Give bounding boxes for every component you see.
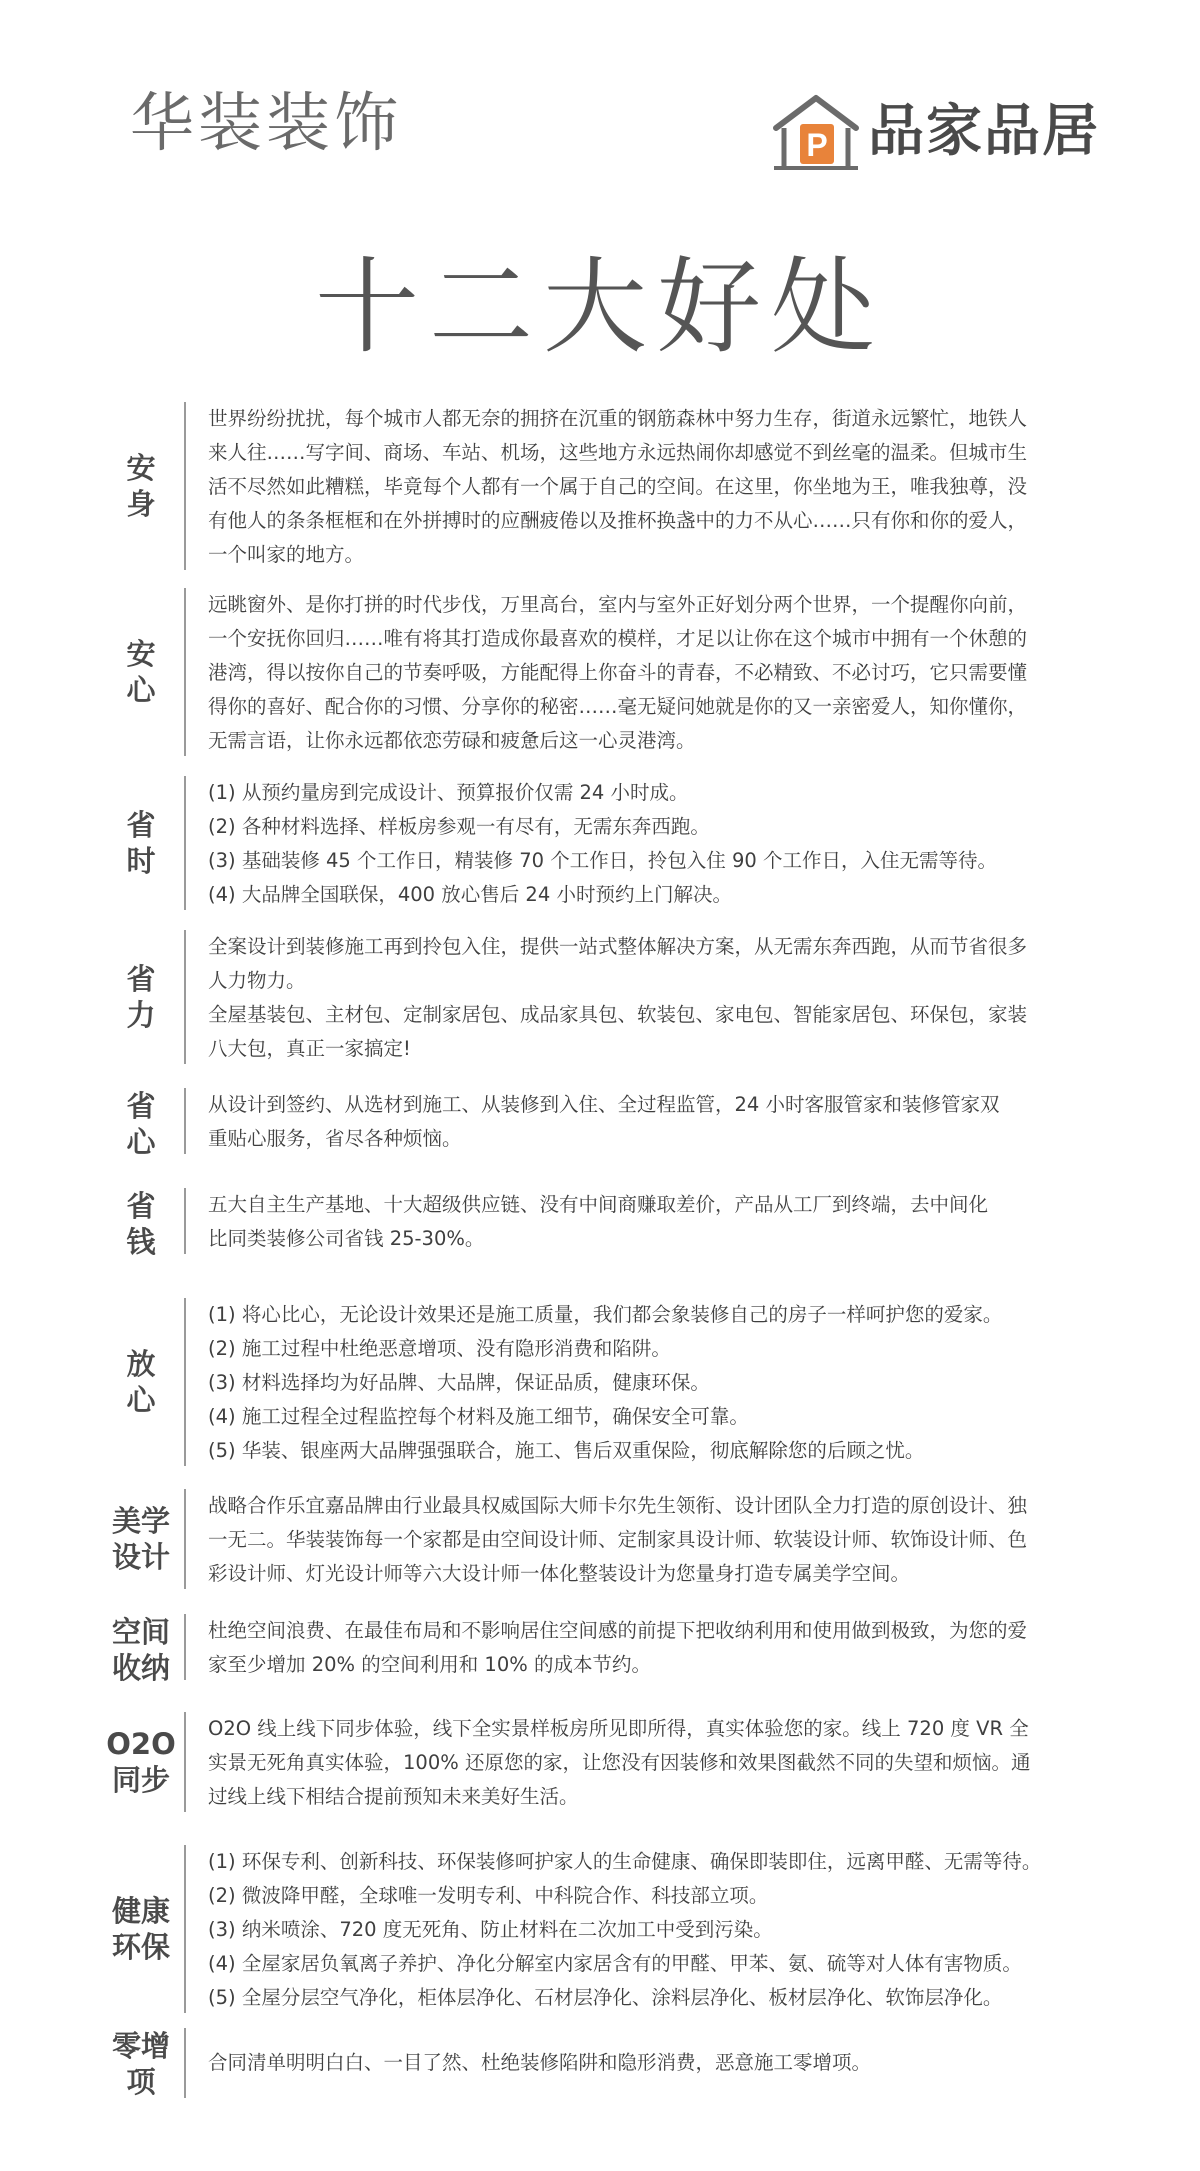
section-divider bbox=[184, 1298, 186, 1466]
section-label-line: 环保 bbox=[111, 1930, 170, 1964]
section-label-line: 美学 bbox=[111, 1504, 170, 1538]
benefit-section bbox=[0, 930, 1200, 1064]
section-body-line: 杜绝空间浪费、在最佳布局和不影响居住空间感的前提下把收纳利用和使用做到极致，为您的爱 bbox=[208, 1619, 1028, 1642]
section-label-line: 身 bbox=[126, 487, 156, 521]
section-label bbox=[96, 1614, 186, 1686]
section-label-line: 时 bbox=[126, 844, 156, 878]
section-label bbox=[96, 1893, 186, 1965]
section-body bbox=[208, 402, 1088, 572]
section-label-line: O2O bbox=[106, 1727, 176, 1761]
section-label-line: 心 bbox=[126, 1383, 156, 1417]
section-body-line: 人力物力。 bbox=[208, 969, 306, 992]
section-body bbox=[208, 1712, 1088, 1814]
section-label-line: 心 bbox=[126, 1125, 156, 1159]
section-label bbox=[96, 1088, 186, 1160]
benefit-section bbox=[0, 588, 1200, 756]
section-label bbox=[96, 2028, 186, 2100]
section-body bbox=[208, 776, 1088, 912]
section-body bbox=[208, 1489, 1088, 1591]
section-body-line: (3) 基础装修 45 个工作日，精装修 70 个工作日，拎包入住 90 个工作日，入住无需等待。 bbox=[208, 849, 997, 872]
section-body-line: 一个叫家的地方。 bbox=[208, 543, 365, 566]
section-label-line: 项 bbox=[126, 2065, 156, 2099]
section-label-line: 健康 bbox=[111, 1894, 170, 1928]
house-logo-icon bbox=[770, 92, 862, 172]
section-body-line: (2) 各种材料选择、样板房参观一有尽有，无需东奔西跑。 bbox=[208, 815, 710, 838]
section-body-line: 来人往……写字间、商场、车站、机场，这些地方永远热闹你却感觉不到丝毫的温柔。但城市生 bbox=[208, 441, 1028, 464]
section-divider bbox=[184, 1489, 186, 1589]
section-label bbox=[96, 1726, 186, 1798]
section-body-line: (1) 环保专利、创新科技、环保装修呵护家人的生命健康、确保即装即住，远离甲醛、无需等待。 bbox=[208, 1850, 1042, 1873]
section-body-line: 得你的喜好、配合你的习惯、分享你的秘密……毫无疑问她就是你的又一亲密爱人，知你懂你， bbox=[208, 695, 1028, 718]
section-body-line: 八大包，真正一家搞定! bbox=[208, 1037, 411, 1060]
section-body-line: 远眺窗外、是你打拼的时代步伐，万里高台，室内与室外正好划分两个世界，一个提醒你向前， bbox=[208, 593, 1028, 616]
brand-right-text: 品家品居 bbox=[868, 99, 1100, 164]
section-body-line: 过线上线下相结合提前预知未来美好生活。 bbox=[208, 1785, 579, 1808]
section-body-line: 重贴心服务，省尽各种烦恼。 bbox=[208, 1127, 462, 1150]
section-label-line: 省 bbox=[126, 962, 156, 996]
section-label-line: 同步 bbox=[111, 1763, 170, 1797]
section-divider bbox=[184, 776, 186, 910]
section-body bbox=[208, 1845, 1088, 2015]
section-label bbox=[96, 807, 186, 879]
section-divider bbox=[184, 588, 186, 756]
section-body-line: (4) 大品牌全国联保，400 放心售后 24 小时预约上门解决。 bbox=[208, 883, 732, 906]
section-label-line: 省 bbox=[126, 808, 156, 842]
section-body-line: 一无二。华装装饰每一个家都是由空间设计师、定制家具设计师、软装设计师、软饰设计师、色 bbox=[208, 1528, 1028, 1551]
section-divider bbox=[184, 402, 186, 570]
section-body-line: (5) 全屋分层空气净化，柜体层净化、石材层净化、涂料层净化、板材层净化、软饰层净化。 bbox=[208, 1986, 1003, 2009]
section-body-line: 家至少增加 20% 的空间利用和 10% 的成本节约。 bbox=[208, 1653, 651, 1676]
section-body-line: 世界纷纷扰扰，每个城市人都无奈的拥挤在沉重的钢筋森林中努力生存，街道永远繁忙，地铁人 bbox=[208, 407, 1028, 430]
section-divider bbox=[184, 1845, 186, 2013]
section-label bbox=[96, 636, 186, 708]
section-body-line: 合同清单明明白白、一目了然、杜绝装修陷阱和隐形消费，恶意施工零增项。 bbox=[208, 2051, 872, 2074]
brand-logo-huazhuang: 华装装饰 bbox=[130, 87, 402, 161]
section-body-line: (4) 全屋家居负氧离子养护、净化分解室内家居含有的甲醛、甲苯、氨、硫等对人体有害物质。 bbox=[208, 1952, 1022, 1975]
section-label bbox=[96, 450, 186, 522]
section-divider bbox=[184, 1188, 186, 1254]
section-label bbox=[96, 1346, 186, 1418]
section-body-line: 实景无死角真实体验，100% 还原您的家，让您没有因装修和效果图截然不同的失望和烦恼。通 bbox=[208, 1751, 1031, 1774]
section-label-line: 零增 bbox=[111, 2029, 170, 2063]
benefit-section bbox=[0, 402, 1200, 570]
benefit-section bbox=[0, 1188, 1200, 1259]
section-label-line: 省 bbox=[126, 1189, 156, 1223]
section-body-line: (2) 施工过程中杜绝恶意增项、没有隐形消费和陷阱。 bbox=[208, 1337, 671, 1360]
section-body-line: 彩设计师、灯光设计师等六大设计师一体化整装设计为您量身打造专属美学空间。 bbox=[208, 1562, 911, 1585]
section-body-line: 从设计到签约、从选材到施工、从装修到入住、全过程监管，24 小时客服管家和装修管家双 bbox=[208, 1093, 1000, 1116]
section-label-line: 安 bbox=[126, 451, 156, 485]
section-label-line: 设计 bbox=[111, 1540, 170, 1574]
section-label bbox=[96, 1503, 186, 1575]
section-body-line: 五大自主生产基地、十大超级供应链、没有中间商赚取差价，产品从工厂到终端，去中间化 bbox=[208, 1193, 989, 1216]
section-body bbox=[208, 1298, 1088, 1468]
benefit-section bbox=[0, 1845, 1200, 2013]
section-label-line: 收纳 bbox=[111, 1651, 170, 1685]
benefit-section bbox=[0, 1298, 1200, 1466]
section-body-line: (1) 将心比心，无论设计效果还是施工质量，我们都会象装修自己的房子一样呵护您的爱家。 bbox=[208, 1303, 1003, 1326]
section-body-line: 战略合作乐宜嘉品牌由行业最具权威国际大师卡尔先生领衔、设计团队全力打造的原创设计、独 bbox=[208, 1494, 1028, 1517]
section-label-line: 省 bbox=[126, 1089, 156, 1123]
section-body-line: (2) 微波降甲醛，全球唯一发明专利、中科院合作、科技部立项。 bbox=[208, 1884, 769, 1907]
section-divider bbox=[184, 930, 186, 1064]
section-label-line: 安 bbox=[126, 637, 156, 671]
benefit-section bbox=[0, 2028, 1200, 2098]
section-body-line: (3) 材料选择均为好品牌、大品牌，保证品质，健康环保。 bbox=[208, 1371, 710, 1394]
section-divider bbox=[184, 1712, 186, 1812]
section-body-line: 全案设计到装修施工再到拎包入住，提供一站式整体解决方案，从无需东奔西跑，从而节省很多 bbox=[208, 935, 1028, 958]
benefit-section bbox=[0, 1712, 1200, 1812]
section-body bbox=[208, 588, 1088, 758]
benefit-section bbox=[0, 1088, 1200, 1159]
benefit-section bbox=[0, 776, 1200, 910]
benefit-section bbox=[0, 1489, 1200, 1589]
logo-letter: P bbox=[806, 127, 828, 163]
section-body-line: 全屋基装包、主材包、定制家居包、成品家具包、软装包、家电包、智能家居包、环保包，家装 bbox=[208, 1003, 1028, 1026]
section-body-line: (5) 华装、银座两大品牌强强联合，施工、售后双重保险，彻底解除您的后顾之忧。 bbox=[208, 1439, 925, 1462]
section-label-line: 钱 bbox=[126, 1225, 156, 1259]
section-divider bbox=[184, 1088, 186, 1154]
section-label-line: 心 bbox=[126, 673, 156, 707]
section-body bbox=[208, 1614, 1088, 1682]
section-label-line: 力 bbox=[126, 998, 156, 1032]
section-body bbox=[208, 930, 1088, 1066]
section-body-line: 港湾，得以按你自己的节奏呼吸，方能配得上你奋斗的青春，不必精致、不必讨巧，它只需要懂 bbox=[208, 661, 1028, 684]
section-body bbox=[208, 1088, 1088, 1156]
page-title: 十二大好处 bbox=[314, 246, 885, 368]
section-divider bbox=[184, 1614, 186, 1680]
brand-logo-pinjia bbox=[770, 92, 1100, 172]
section-body bbox=[208, 2046, 1088, 2080]
section-body-line: (1) 从预约量房到完成设计、预算报价仅需 24 小时成。 bbox=[208, 781, 689, 804]
section-body-line: 一个安抚你回归……唯有将其打造成你最喜欢的模样，才足以让你在这个城市中拥有一个休憩的 bbox=[208, 627, 1028, 650]
benefit-section bbox=[0, 1614, 1200, 1685]
page-header bbox=[0, 0, 1200, 200]
section-label bbox=[96, 1188, 186, 1260]
section-body-line: 比同类装修公司省钱 25-30%。 bbox=[208, 1227, 485, 1250]
section-divider bbox=[184, 2028, 186, 2098]
section-body-line: 活不尽然如此糟糕，毕竟每个人都有一个属于自己的空间。在这里，你坐地为王，唯我独尊，没 bbox=[208, 475, 1028, 498]
section-body-line: (3) 纳米喷涂、720 度无死角、防止材料在二次加工中受到污染。 bbox=[208, 1918, 773, 1941]
section-label-line: 空间 bbox=[111, 1615, 170, 1649]
section-body-line: 无需言语，让你永远都依恋劳碌和疲惫后这一心灵港湾。 bbox=[208, 729, 696, 752]
section-body-line: 有他人的条条框框和在外拼搏时的应酬疲倦以及推杯换盏中的力不从心……只有你和你的爱人， bbox=[208, 509, 1028, 532]
section-label-line: 放 bbox=[126, 1347, 156, 1381]
section-body-line: O2O 线上线下同步体验，线下全实景样板房所见即所得，真实体验您的家。线上 720 度 VR 全 bbox=[208, 1717, 1029, 1740]
section-body-line: (4) 施工过程全过程监控每个材料及施工细节，确保安全可靠。 bbox=[208, 1405, 749, 1428]
section-label bbox=[96, 961, 186, 1033]
section-body bbox=[208, 1188, 1088, 1256]
